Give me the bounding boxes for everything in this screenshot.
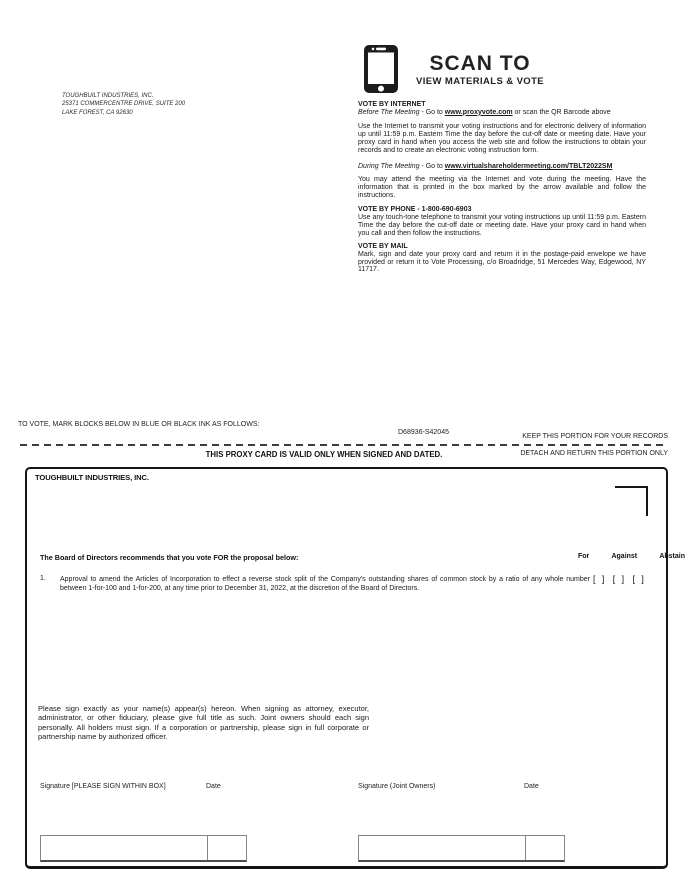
smartphone-icon bbox=[363, 44, 399, 94]
card-company-name: TOUGHBUILT INDUSTRIES, INC. bbox=[35, 473, 149, 482]
signature-primary-field[interactable] bbox=[41, 836, 207, 860]
vote-phone-heading: VOTE BY PHONE - 1-800-690-6903 bbox=[358, 206, 472, 214]
date-joint-label: Date bbox=[524, 783, 539, 790]
detach-dashed-line bbox=[20, 444, 668, 446]
during-meeting-body: You may attend the meeting via the Internet and vote during the meeting. Have the information that is printed in the box marked by the arrow available and follow the instructions. bbox=[358, 176, 646, 200]
vote-mark-boxes bbox=[593, 574, 644, 584]
before-meeting-tail: or scan the QR Barcode above bbox=[512, 108, 611, 116]
corner-registration-mark bbox=[615, 486, 648, 516]
sender-city: LAKE FOREST, CA 92630 bbox=[62, 109, 133, 116]
sender-name: TOUGHBUILT INDUSTRIES, INC. bbox=[62, 93, 154, 99]
board-recommendation: The Board of Directors recommends that you vote FOR the proposal below: bbox=[40, 553, 299, 562]
date-primary-field[interactable] bbox=[207, 836, 246, 860]
proxyvote-link[interactable]: www.proxyvote.com bbox=[444, 108, 513, 116]
scan-banner-text bbox=[416, 44, 544, 87]
vote-col-against: Against bbox=[611, 553, 638, 560]
vote-col-abstain: Abstain bbox=[659, 553, 685, 560]
signature-box-joint bbox=[358, 835, 565, 862]
before-meeting-line bbox=[358, 109, 646, 117]
during-meeting-label: During The Meeting bbox=[358, 163, 420, 171]
proxy-ballot-card bbox=[25, 467, 685, 869]
valid-when-signed-note: THIS PROXY CARD IS VALID ONLY WHEN SIGNED AND DATED. bbox=[205, 450, 443, 459]
signature-box-primary bbox=[40, 835, 247, 862]
vote-internet-heading: VOTE BY INTERNET bbox=[358, 101, 426, 108]
before-meeting-label: Before The Meeting bbox=[358, 108, 420, 116]
before-meeting-join: - Go to bbox=[419, 108, 445, 116]
vote-mail-heading: VOTE BY MAIL bbox=[358, 242, 408, 250]
during-meeting-line bbox=[358, 163, 646, 171]
scan-title: SCAN TO bbox=[429, 52, 531, 75]
control-number: D68936-S42045 bbox=[398, 429, 449, 436]
virtual-meeting-link[interactable]: www.virtualshareholdermeeting.com/TBLT2022SM bbox=[444, 163, 613, 171]
scan-banner bbox=[363, 44, 544, 94]
sender-street: 25371 COMMERCENTRE DRIVE, SUITE 200 bbox=[62, 101, 186, 108]
vote-mark-abstain[interactable]: [ ] bbox=[632, 574, 645, 584]
vote-phone-body: Use any touch-tone telephone to transmit your voting instructions up until 11:59 p.m. Eastern Time the day before the cut-off date or meeting date. Have your proxy card in hand when you call and then follow the instructions. bbox=[358, 213, 646, 237]
vote-mail-body: Mark, sign and date your proxy card and return it in the postage-paid envelope we have provided or return it to Vote Processing, c/o Broadridge, 51 Mercedes Way, Edgewood, NY 11717. bbox=[358, 250, 646, 274]
signature-joint-field[interactable] bbox=[359, 836, 525, 860]
vote-mark-against[interactable]: [ ] bbox=[612, 574, 625, 584]
vote-internet-body: Use the Internet to transmit your voting instructions and for electronic delivery of information up until 11:59 p.m. Eastern Time the day before the cut-off date or meeting date. Have your proxy card in hand when you access the web site and follow the instructions to obtain your records and to create an electronic voting instruction form. bbox=[358, 122, 646, 154]
during-meeting-join: - Go to bbox=[419, 163, 445, 171]
vote-col-for: For bbox=[578, 553, 590, 560]
signature-instructions: Please sign exactly as your name(s) appear(s) hereon. When signing as attorney, executor, administrator, or other fiduciary, please give full title as such. Joint owners should each sign personally. All holders must sign. If a corporation or partnership, please sign in full corporate or partnership name by authorized officer. bbox=[38, 704, 369, 741]
date-joint-field[interactable] bbox=[525, 836, 564, 860]
vote-column-headers bbox=[578, 553, 685, 560]
signature-primary-label: Signature [PLEASE SIGN WITHIN BOX] bbox=[40, 783, 166, 790]
voting-instructions bbox=[358, 101, 646, 274]
proposal-number: 1. bbox=[40, 575, 46, 582]
proposal-text: Approval to amend the Articles of Incorporation to effect a reverse stock split of the Company's outstanding shares of common stock by a ratio of any whole number between 1-for-100 and 1-for-200, at any time prior to December 31, 2022, at the discretion of the Board of Directors. bbox=[60, 576, 590, 593]
keep-portion-note: KEEP THIS PORTION FOR YOUR RECORDS bbox=[522, 433, 668, 440]
scan-subtitle: VIEW MATERIALS & VOTE bbox=[416, 76, 545, 87]
signature-joint-label: Signature (Joint Owners) bbox=[358, 783, 436, 790]
vote-mark-for[interactable]: [ ] bbox=[593, 574, 605, 584]
date-primary-label: Date bbox=[206, 783, 221, 790]
detach-return-note: DETACH AND RETURN THIS PORTION ONLY bbox=[520, 450, 668, 457]
sender-address bbox=[62, 92, 185, 117]
mark-ink-instruction: TO VOTE, MARK BLOCKS BELOW IN BLUE OR BLACK INK AS FOLLOWS: bbox=[18, 421, 260, 428]
